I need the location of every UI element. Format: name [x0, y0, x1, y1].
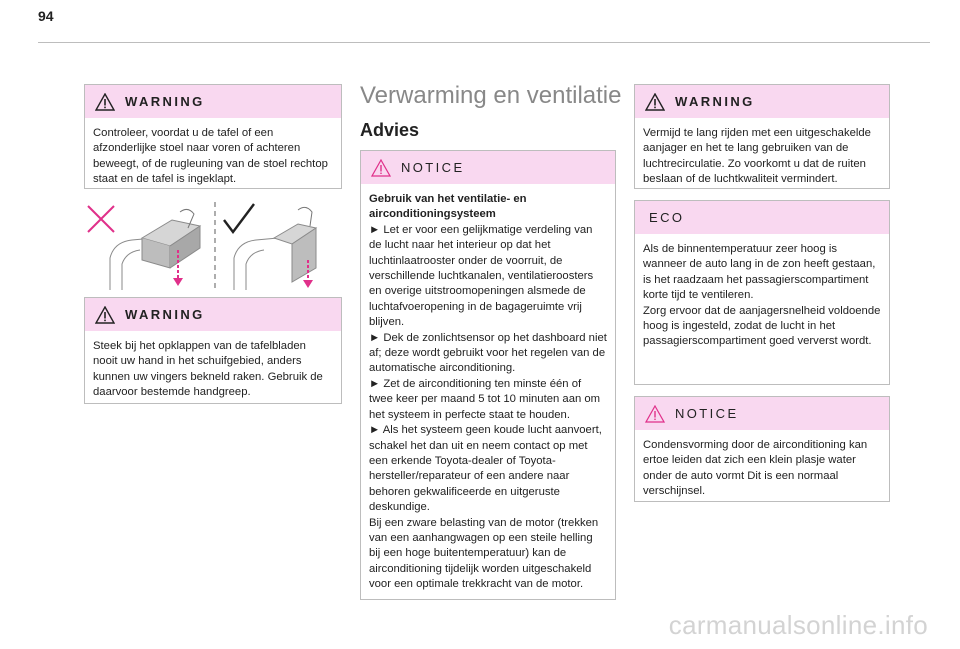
warning-header: [85, 85, 341, 118]
warning-text: Controleer, voordat u de tafel of een afzonderlijke stoel naar voren of achteren beweegt, of de rugleuning van de stoel rechtop staat en de tafel is ingeklapt.: [93, 127, 328, 186]
notice-closing: Bij een zware belasting van de motor (trekken van een aanhangwagen op een steile helling bij een hoge buitentemperatuur) kan de airconditioning tijdelijk worden uitgeschakeld voor een optimale trekkracht van de motor.: [369, 516, 599, 591]
notice-item: ► Dek de zonlichtsensor op het dashboard niet af; deze wordt gebruikt voor het regelen van de automatische airconditioning.: [369, 331, 607, 375]
eco-text: Als de binnentemperatuur zeer hoog is wanneer de auto lang in de zon heeft gestaan, is het raadzaam het passagierscompartiment korte tijd te ventileren.: [643, 243, 876, 302]
header-rule: [38, 42, 930, 43]
eco-header: [635, 201, 889, 234]
warning-header: [85, 298, 341, 331]
notice-heading: Gebruik van het ventilatie- en airconditioningsysteem: [369, 193, 527, 221]
notice-icon: [371, 159, 391, 177]
warning-header: [635, 85, 889, 118]
notice-header: [635, 397, 889, 430]
notice-box-condensation: [634, 396, 890, 502]
notice-item: ► Let er voor een gelijkmatige verdeling van de lucht naar het interieur op dat het luchtinlaatrooster onder de voorruit, de verschillende luchtkanalen, ventilatieroosters en overige uitstroomopeningen alsmede de luchtafvoeropening in de bagageruimte vrij blijven.: [369, 223, 594, 329]
notice-box-ventilation: [360, 150, 616, 600]
page-number: 94: [38, 8, 54, 24]
warning-icon: [95, 306, 115, 324]
notice-item: ► Als het systeem geen koude lucht aanvoert, schakel het dan uit en neem contact op met een erkende Toyota-dealer of Toyota-hersteller/reparateur of een andere naar behoren gekwalificeerde en uitgeruste deskundige.: [369, 424, 602, 514]
warning-box-recirculation: [634, 84, 890, 189]
notice-icon: [645, 405, 665, 423]
warning-text: Steek bij het opklappen van de tafelbladen nooit uw hand in het schuifgebied, anders kunnen uw vingers bekneld raken. Gebruik de daarvoor bestemde handgreep.: [93, 340, 323, 399]
eco-box: [634, 200, 890, 385]
section-title: Verwarming en ventilatie: [360, 82, 622, 109]
warning-icon: [95, 93, 115, 111]
notice-header: [361, 151, 615, 184]
wrong-cross-icon: [88, 206, 114, 232]
watermark: carmanualsonline.info: [668, 610, 928, 640]
table-folding-illustration: [84, 198, 346, 292]
warning-box-fingers: [84, 297, 342, 404]
notice-title: NOTICE: [675, 406, 739, 421]
warning-title: WARNING: [675, 94, 755, 109]
warning-title: WARNING: [125, 94, 205, 109]
warning-icon: [645, 93, 665, 111]
notice-text: Condensvorming door de airconditioning kan ertoe leiden dat zich een klein plasje water onder de auto vormt Dit is een normaal verschijnsel.: [643, 439, 868, 498]
warning-title: WARNING: [125, 307, 205, 322]
subtitle: Advies: [360, 120, 420, 140]
seat-illustration-wrong: [110, 209, 200, 290]
notice-item: ► Zet de airconditioning ten minste één of twee keer per maand 5 tot 10 minuten aan om het systeem in perfecte staat te houden.: [369, 377, 601, 421]
seat-illustration-correct: [234, 207, 316, 290]
eco-title: ECO: [649, 210, 685, 225]
correct-check-icon: [224, 204, 254, 232]
notice-title: NOTICE: [401, 160, 465, 175]
warning-text: Vermijd te lang rijden met een uitgeschakelde aanjager en het te lang gebruiken van de luchtrecirculatie. Zo voorkomt u dat de ruiten beslaan of de luchtkwaliteit vermindert.: [643, 127, 871, 186]
warning-box-table: [84, 84, 342, 189]
eco-text: Zorg ervoor dat de aanjagersnelheid voldoende hoog is ingesteld, zodat de lucht in het passagierscompartiment goed ververst wordt.: [643, 304, 881, 348]
